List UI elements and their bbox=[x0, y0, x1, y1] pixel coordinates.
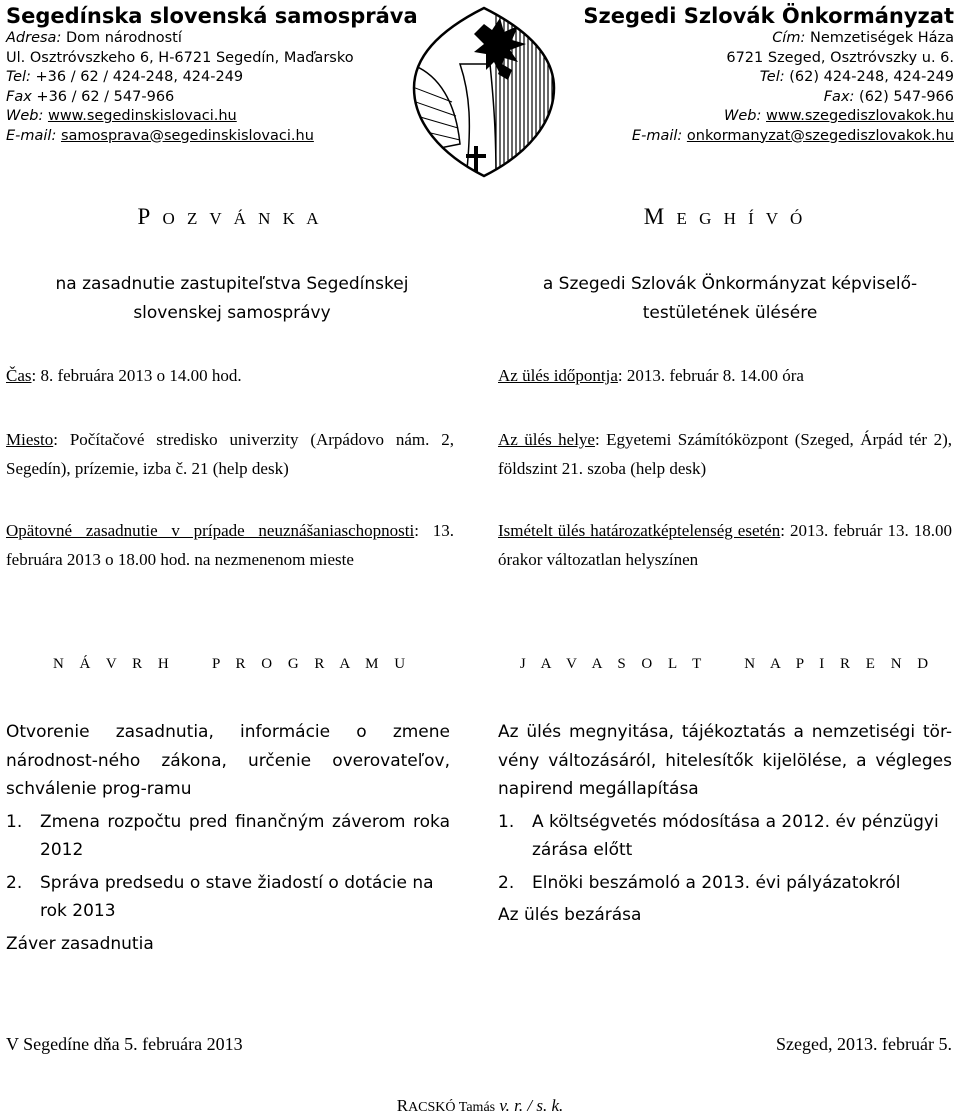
date-line-sk: V Segedíne dňa 5. februára 2013 bbox=[6, 1034, 243, 1054]
address-hu: Cím: Nemzetiségek Háza bbox=[772, 30, 954, 46]
meeting-place-hu: Az ülés helye: Egyetemi Számítóközpont (Szeged, Árpád tér 2), földszint 21. szoba (help desk) bbox=[498, 430, 952, 478]
date-line-hu: Szeged, 2013. február 5. bbox=[776, 1034, 952, 1054]
tel-sk: Tel: +36 / 62 / 424-248, 424-249 bbox=[6, 69, 244, 85]
agenda-intro-sk: Otvorenie zasadnutia, informácie o zmene národnost-ného zákona, určenie overovateľov, schválenie prog-ramu bbox=[6, 722, 450, 799]
meeting-time-hu: Az ülés időpontja: 2013. február 8. 14.00 óra bbox=[498, 366, 804, 385]
agenda-item: 1. Zmena rozpočtu pred finančným záverom roka 2012 bbox=[6, 811, 450, 860]
invitation-heading-sk: P O Z V Á N K A bbox=[137, 204, 323, 229]
repeat-meeting-hu: Ismételt ülés határozatképtelenség esetén: 2013. február 13. 18.00 órakor változatlan helyszínen bbox=[498, 521, 952, 569]
web-link-sk[interactable]: www.segedinskislovaci.hu bbox=[47, 108, 237, 124]
fax-hu: Fax: (62) 547-966 bbox=[823, 88, 954, 105]
agenda-item: 2. Elnöki beszámoló a 2013. évi pályázatokról bbox=[498, 872, 901, 893]
street-sk: Ul. Osztróvszkeho 6, H-6721 Segedín, Maďarsko bbox=[6, 49, 354, 66]
agenda-intro-hu: Az ülés megnyitása, tájékoztatás a nemzetiségi tör-vény változásáról, hitelesítők kijelölése, a végleges napirend megállapítása bbox=[498, 722, 952, 799]
agenda-heading-sk: N Á V R H P R O G R A M U bbox=[52, 656, 408, 672]
agenda-end-hu: Az ülés bezárása bbox=[498, 905, 642, 925]
email-hu: E-mail: onkormanyzat@szegediszlovakok.hu bbox=[631, 127, 954, 144]
agenda-sk bbox=[6, 718, 450, 958]
invitation-heading-hu: M E G H Í V Ó bbox=[643, 204, 807, 229]
meeting-subtitle-hu: a Szegedi Szlovák Önkormányzat képviselő-testületének ülésére bbox=[542, 274, 918, 323]
agenda-end-sk: Záver zasadnutia bbox=[6, 933, 154, 954]
agenda-heading-hu: J A V A S O L T N A P I R E N D bbox=[519, 656, 931, 672]
email-link-sk[interactable]: samosprava@segedinskislovaci.hu bbox=[60, 127, 314, 144]
repeat-meeting-sk: Opätovné zasadnutie v prípade neuznášaniaschopnosti: 13. februára 2013 o 18.00 hod. na nezmenenom mieste bbox=[6, 521, 454, 569]
agenda-item: 1. A költségvetés módosítása a 2012. év pénzügyi zárása előtt bbox=[498, 811, 939, 860]
meeting-time-sk: Čas: 8. februára 2013 o 14.00 hod. bbox=[6, 366, 242, 385]
email-sk: E-mail: samosprava@segedinskislovaci.hu bbox=[6, 127, 314, 144]
meeting-place-sk: Miesto: Počítačové stredisko univerzity (Arpádovo nám. 2, Segedín), prízemie, izba č. 21 (help desk) bbox=[6, 430, 454, 478]
address-sk: Adresa: Dom národností bbox=[6, 30, 182, 46]
agenda-item: 2. Správa predsedu o stave žiadostí o dotácie na rok 2013 bbox=[6, 872, 434, 921]
header-right bbox=[540, 3, 954, 146]
tel-hu: Tel: (62) 424-248, 424-249 bbox=[759, 69, 954, 85]
web-sk: Web: www.segedinskislovaci.hu bbox=[6, 108, 237, 124]
org-name-sk: Segedínska slovenská samospráva bbox=[6, 4, 418, 28]
signature: RACSKÓ Tamás v. r. / s. k. bbox=[396, 1096, 564, 1115]
email-link-hu[interactable]: onkormanyzat@szegediszlovakok.hu bbox=[686, 127, 954, 144]
meeting-subtitle-sk: na zasadnutie zastupiteľstva Segedínskej slovenskej samosprávy bbox=[55, 274, 409, 323]
street-hu: 6721 Szeged, Osztróvszky u. 6. bbox=[726, 49, 954, 66]
header-left bbox=[6, 3, 426, 146]
web-link-hu[interactable]: www.szegediszlovakok.hu bbox=[766, 108, 954, 124]
org-name-hu: Szegedi Szlovák Önkormányzat bbox=[583, 4, 954, 28]
agenda-hu bbox=[498, 718, 952, 930]
web-hu: Web: www.szegediszlovakok.hu bbox=[724, 108, 954, 124]
fax-sk: Fax +36 / 62 / 547-966 bbox=[6, 88, 175, 105]
